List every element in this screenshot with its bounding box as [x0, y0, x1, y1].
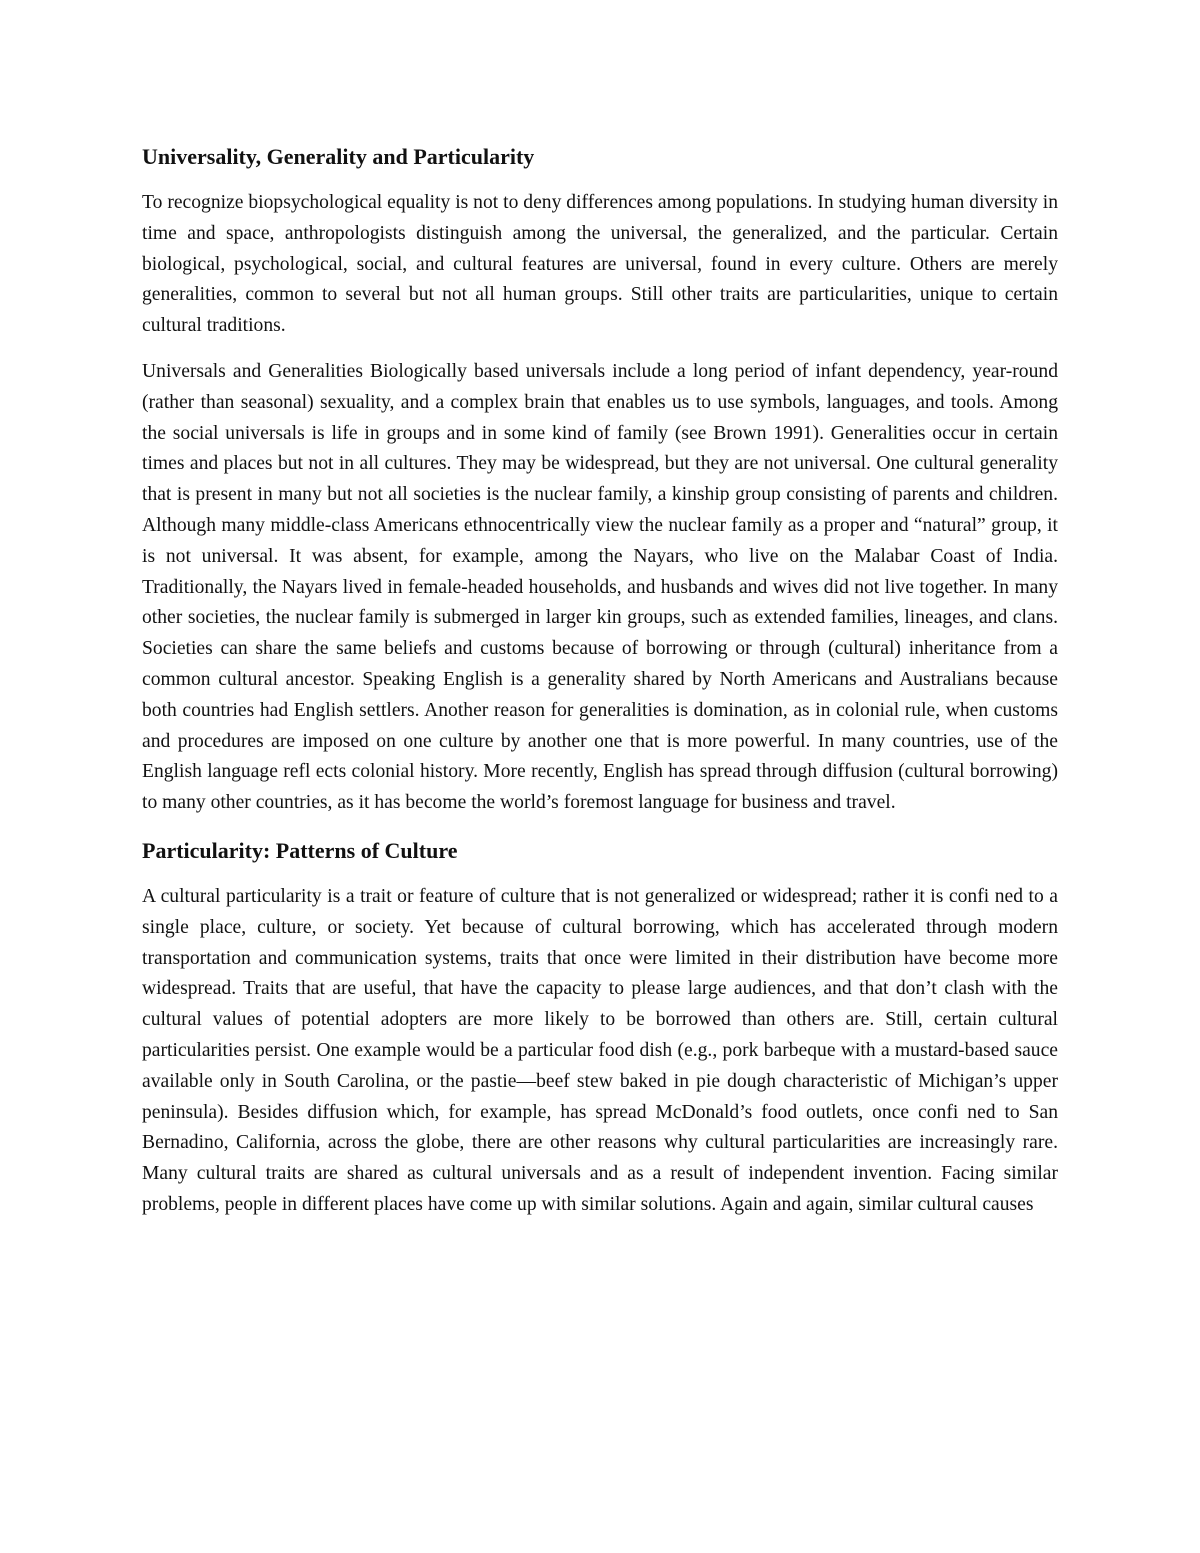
paragraph-universals-and-generalities: Universals and Generalities Biologically based universals include a long period of infant dependency, year-round (rather than seasonal) sexuality, and a complex brain that enables us to use symbols, languages, and tools. Among the social universals is life in groups and in some kind of family (see Brown 1991). Generalities occur in certain times and places but not in all cultures. They may be widespread, but they are not universal. One cultural generality that is present in many but not all societies is the nuclear family, a kinship group consisting of parents and children. Although many middle-class Americans ethnocentrically view the nuclear family as a proper and “natural” group, it is not universal. It was absent, for example, among the Nayars, who live on the Malabar Coast of India. Traditionally, the Nayars lived in female-headed households, and husbands and wives did not live together. In many other societies, the nuclear family is submerged in larger kin groups, such as extended families, lineages, and clans. Societies can share the same beliefs and customs because of borrowing or through (cultural) inheritance from a common cultural ancestor. Speaking English is a generality shared by North Americans and Australians because both countries had English settlers. Another reason for generalities is domination, as in colonial rule, when customs and procedures are imposed on one culture by another one that is more powerful. In many countries, use of the English language refl ects colonial history. More recently, English has spread through diffusion (cultural borrowing) to many other countries, as it has become the world’s foremost language for business and travel. [142, 360, 1058, 814]
paragraph-cultural-particularity: A cultural particularity is a trait or feature of culture that is not generalized or widespread; rather it is confi ned to a single place, culture, or society. Yet because of cultural borrowing, which has accelerated through modern transportation and communication systems, traits that once were limited in their distribution have become more widespread. Traits that are useful, that have the capacity to please large audiences, and that don’t clash with the cultural values of potential adopters are more likely to be borrowed than others are. Still, certain cultural particularities persist. One example would be a particular food dish (e.g., pork barbeque with a mustard-based sauce available only in South Carolina, or the pastie—beef stew baked in pie dough characteristic of Michigan’s upper peninsula). Besides diffusion which, for example, has spread McDonald’s food outlets, once confi ned to San Bernadino, California, across the globe, there are other reasons why cultural particularities are increasingly rare. Many cultural traits are shared as cultural universals and as a result of independent invention. Facing similar problems, people in different places have come up with similar solutions. Again and again, similar cultural causes [142, 885, 1058, 1215]
document-page [142, 140, 1058, 1236]
paragraph-biopsychological-equality: To recognize biopsychological equality is not to deny differences among populations. In studying human diversity in time and space, anthropologists distinguish among the universal, the generalized, and the particular. Certain biological, psychological, social, and cultural features are universal, found in every culture. Others are merely generalities, common to several but not all human groups. Still other traits are particularities, unique to certain cultural traditions. [142, 192, 1058, 337]
section-heading-universality: Universality, Generality and Particularity [142, 144, 535, 169]
section-heading-particularity: Particularity: Patterns of Culture [142, 837, 458, 863]
